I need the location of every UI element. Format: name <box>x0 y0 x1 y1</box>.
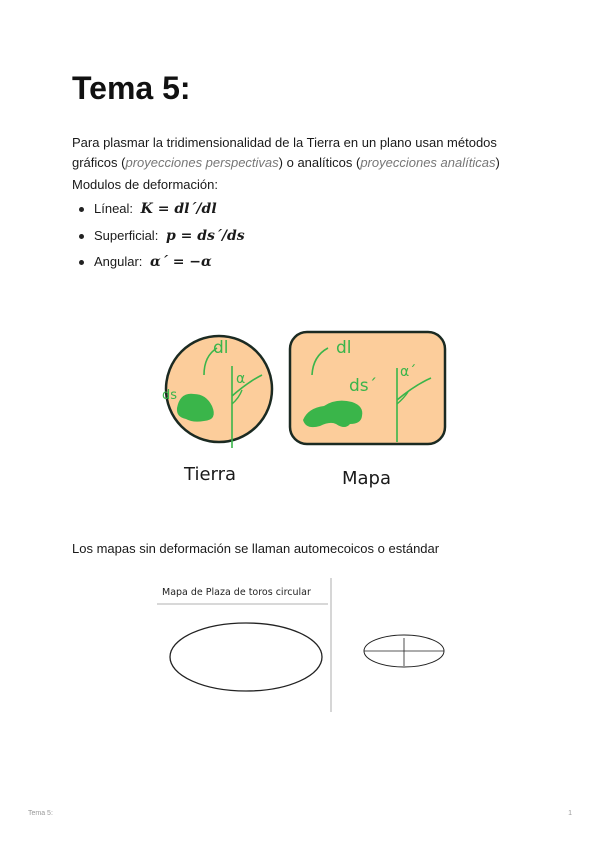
intro-text-1: Para plasmar la tridimensionalidad de la Tierra en un plano usan métodos gráficos ( <box>72 135 497 170</box>
plaza-caption: Mapa de Plaza de toros circular <box>162 587 311 598</box>
mapa-dl-label: dl <box>336 338 352 358</box>
earth-map-figure <box>150 320 450 500</box>
tierra-alpha-label: α <box>236 371 246 387</box>
italic-analiticas: proyecciones analíticas <box>360 155 496 170</box>
plaza-ellipse <box>170 623 322 691</box>
mapa-label: Mapa <box>342 468 392 489</box>
list-item-angular <box>72 252 245 279</box>
tierra-dl-label: dl <box>213 338 229 358</box>
modulo-label: Líneal: <box>94 201 134 216</box>
page-number: 1 <box>568 810 572 817</box>
intro-text-2: ) o analíticos ( <box>278 155 361 170</box>
modulos-heading: Modulos de deformación: <box>72 177 218 192</box>
footer-title: Tema 5: <box>28 810 53 817</box>
mapa-ds-label: ds´ <box>349 376 378 396</box>
modulo-label: Angular: <box>94 254 143 269</box>
modulo-formula: α´ = −α <box>150 254 212 270</box>
modulos-list <box>72 199 245 279</box>
list-item-superficial <box>72 226 245 253</box>
tierra-label: Tierra <box>184 464 237 485</box>
intro-paragraph <box>72 133 542 173</box>
tierra-ds-label: ds <box>162 388 178 403</box>
mapa-alpha-label: α´ <box>400 364 417 380</box>
modulo-formula: p = ds´/ds <box>165 227 245 244</box>
plaza-toros-figure <box>150 578 450 718</box>
page-title: Tema 5: <box>72 70 191 106</box>
automecoicos-note: Los mapas sin deformación se llaman automecoicos o estándar <box>72 541 440 556</box>
modulo-label: Superficial: <box>94 227 159 243</box>
list-item-lineal <box>72 199 245 226</box>
modulo-formula: K = dl´/dl <box>140 201 217 217</box>
italic-perspectivas: proyecciones perspectivas <box>125 155 279 170</box>
intro-text-3: ) <box>495 155 500 170</box>
